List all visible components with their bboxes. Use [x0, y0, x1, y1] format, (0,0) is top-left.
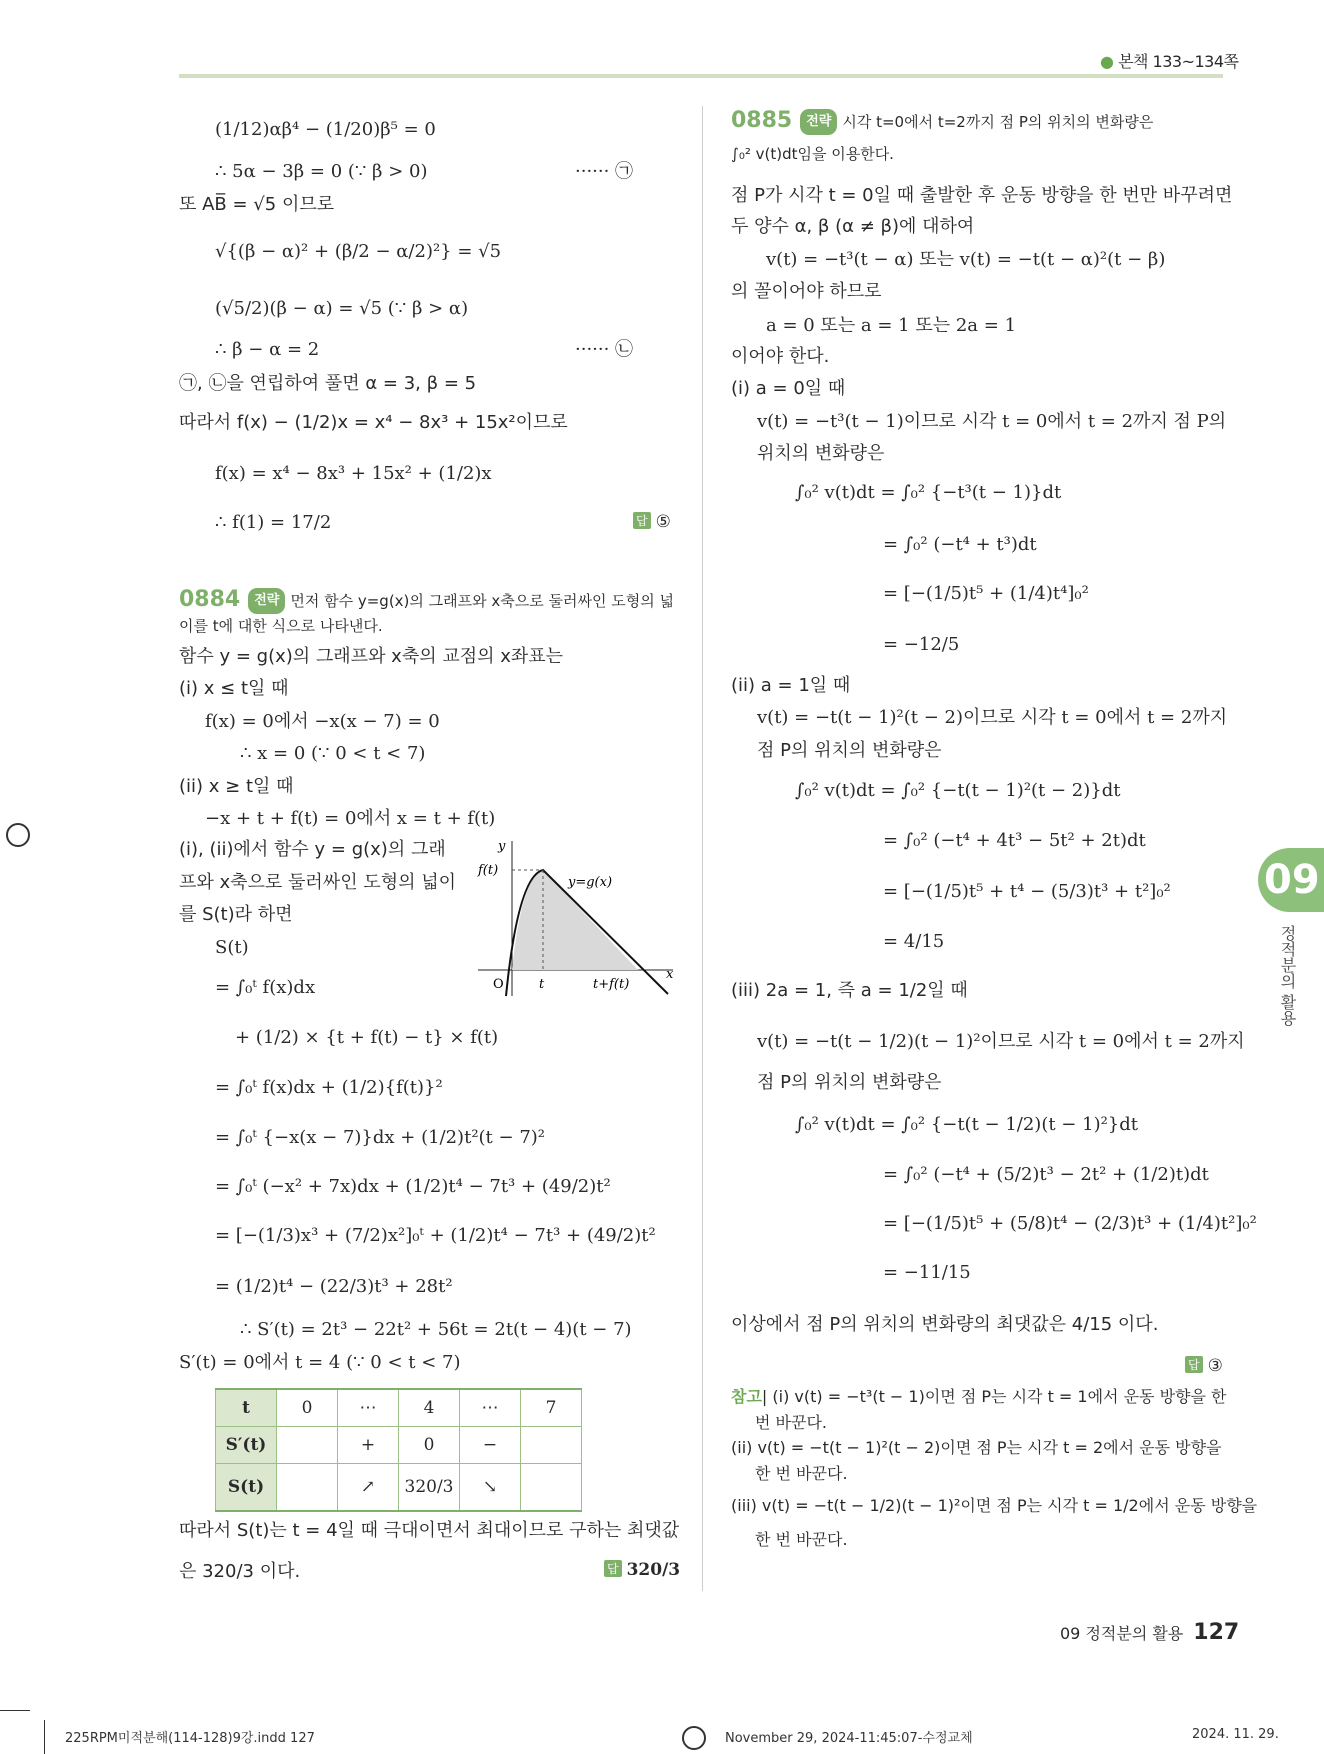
answer-value: 320/3	[626, 1560, 681, 1580]
answer-label: 답	[633, 512, 651, 529]
text-line: ㉠, ㉡을 연립하여 풀면 α = 3, β = 5	[179, 373, 477, 394]
text-line: 또 AB̅ = √5 이므로	[179, 194, 335, 215]
table-cell: 0	[277, 1389, 338, 1427]
text-line: (i), (ii)에서 함수 y = g(x)의 그래	[179, 839, 446, 860]
eq-line: = [−(1/3)x³ + (7/2)x²]₀ᵗ + (1/2)t⁴ − 7t³ + (49/2)t²	[215, 1225, 656, 1246]
table-cell: ⋯	[460, 1389, 521, 1427]
answer-0884	[604, 1560, 680, 1580]
note-text: 한 번 바꾼다.	[755, 1464, 848, 1483]
book-reference	[1100, 49, 1239, 72]
eq-line: v(t) = −t³(t − 1)이므로 시각 t = 0에서 t = 2까지 점 P의	[757, 411, 1227, 432]
answer-value: ③	[1207, 1356, 1223, 1376]
note-text: (iii) v(t) = −t(t − 1/2)(t − 1)²이면 점 P는 시각 t = 1/2에서 운동 방향을	[731, 1496, 1258, 1515]
strategy-tag: 전략	[800, 109, 837, 135]
text-line: 은 320/3 이다.	[179, 1561, 301, 1582]
table-cell: 0	[399, 1427, 460, 1464]
answer-value: ⑤	[655, 512, 671, 532]
eq-line: = −12/5	[883, 634, 960, 655]
eq-line: ∴ 5α − 3β = 0 (∵ β > 0)	[215, 161, 428, 182]
table-cell	[521, 1464, 582, 1512]
table-cell: 7	[521, 1389, 582, 1427]
slug-date: 2024. 11. 29.	[1192, 1727, 1279, 1742]
eq-line: √{(β − α)² + (β/2 − α/2)²} = √5	[215, 241, 502, 262]
problem-number: 0885	[731, 108, 793, 133]
bullet-icon: ●	[1100, 52, 1114, 71]
x-label: x	[666, 967, 674, 982]
registration-mark-icon	[682, 1726, 706, 1750]
chapter-tab: 09	[1258, 848, 1324, 912]
answer-label: 답	[604, 1560, 622, 1577]
eq-line: = −11/15	[883, 1262, 971, 1283]
eq-line: = ∫₀ᵗ {−x(x − 7)}dx + (1/2)t²(t − 7)²	[215, 1127, 546, 1148]
eq-line: f(x) = 0에서 −x(x − 7) = 0	[205, 711, 440, 732]
text-line: 위치의 변화량은	[757, 443, 885, 464]
answer-0885	[1185, 1356, 1223, 1376]
t-label: t	[539, 977, 545, 992]
problem-0884-header	[179, 588, 674, 614]
text-line: 점 P의 위치의 변화량은	[757, 1072, 942, 1093]
table-cell: 4	[399, 1389, 460, 1427]
note-label: 참고	[731, 1387, 762, 1406]
eq-line: ∫₀² v(t)dt = ∫₀² {−t(t − 1)²(t − 2)}dt	[795, 780, 1121, 801]
text-line: (iii) 2a = 1, 즉 a = 1/2일 때	[731, 980, 968, 1001]
problem-0885-header	[731, 109, 1153, 135]
text-line: 이상에서 점 P의 위치의 변화량의 최댓값은 4/15 이다.	[731, 1314, 1159, 1335]
text-line: (ii) x ≥ t일 때	[179, 776, 294, 797]
eq-line: = [−(1/5)t⁵ + t⁴ − (5/3)t³ + t²]₀²	[883, 881, 1171, 902]
eq-line: = ∫₀² (−t⁴ + (5/2)t³ − 2t² + (1/2)t)dt	[883, 1164, 1209, 1185]
eq-line: = [−(1/5)t⁵ + (5/8)t⁴ − (2/3)t³ + (1/4)t²]₀²	[883, 1213, 1257, 1234]
y-label: y	[498, 839, 506, 854]
text-line: (i) a = 0일 때	[731, 378, 846, 399]
eq-line: f(x) = x⁴ − 8x³ + 15x² + (1/2)x	[215, 463, 492, 484]
crop-mark	[0, 1710, 30, 1711]
eq-line: v(t) = −t(t − 1/2)(t − 1)²이므로 시각 t = 0에서 t = 2까지	[757, 1031, 1245, 1052]
strategy-text: 먼저 함수 y=g(x)의 그래프와 x축으로 둘러싸인 도형의 넓	[290, 592, 674, 610]
note-text: (ii) v(t) = −t(t − 1)²(t − 2)이면 점 P는 시각 t = 2에서 운동 방향을	[731, 1438, 1222, 1457]
strategy-text: 이를 t에 대한 식으로 나타낸다.	[179, 617, 383, 635]
table-cell: ↘	[460, 1464, 521, 1512]
eq-line: ∫₀² v(t)dt = ∫₀² {−t(t − 1/2)(t − 1)²}dt	[795, 1114, 1139, 1135]
page-number: 127	[1193, 1620, 1240, 1645]
curve-label: y=g(x)	[568, 875, 613, 890]
origin-label: O	[493, 977, 504, 992]
note-text: 번 바꾼다.	[755, 1413, 827, 1432]
eq-line: v(t) = −t(t − 1)²(t − 2)이므로 시각 t = 0에서 t = 2까지	[757, 707, 1228, 728]
table-row	[216, 1464, 582, 1512]
text-line: 의 꼴이어야 하므로	[731, 281, 882, 302]
text-line: (i) x ≤ t일 때	[179, 678, 289, 699]
eq-line: = [−(1/5)t⁵ + (1/4)t⁴]₀²	[883, 583, 1089, 604]
eq-line: + (1/2) × {t + f(t) − t} × f(t)	[235, 1027, 499, 1048]
text-line: 함수 y = g(x)의 그래프와 x축의 교점의 x좌표는	[179, 646, 564, 667]
registration-mark-icon	[6, 823, 30, 847]
table-cell: −	[460, 1427, 521, 1464]
eq-line: = ∫₀² (−t⁴ + 4t³ − 5t² + 2t)dt	[883, 830, 1146, 851]
table-cell: +	[338, 1427, 399, 1464]
table-row	[216, 1427, 582, 1464]
eq-line: = 4/15	[883, 931, 945, 952]
answer-label: 답	[1185, 1356, 1203, 1373]
eq-line: ∫₀² v(t)dt = ∫₀² {−t³(t − 1)}dt	[795, 482, 1062, 503]
eq-line: (1/12)αβ⁴ − (1/20)β⁵ = 0	[215, 119, 436, 140]
text-line: 이어야 한다.	[731, 346, 830, 367]
eq-line: (√5/2)(β − α) = √5 (∵ β > α)	[215, 298, 469, 319]
strategy-text: 시각 t=0에서 t=2까지 점 P의 위치의 변화량은	[842, 113, 1154, 131]
eq-line: = ∫₀ᵗ (−x² + 7x)dx + (1/2)t⁴ − 7t³ + (49/2)t²	[215, 1176, 611, 1197]
note-text: (i) v(t) = −t³(t − 1)이면 점 P는 시각 t = 1에서 운동 방향을 한	[772, 1387, 1227, 1406]
table-cell: ⋯	[338, 1389, 399, 1427]
text-line: 따라서 S(t)는 t = 4일 때 극대이면서 최대이므로 구하는 최댓값	[179, 1520, 680, 1541]
tft-label: t+f(t)	[593, 977, 630, 992]
ref-mark: ······ ㉠	[575, 161, 634, 182]
eq-line: = ∫₀ᵗ f(x)dx + (1/2){f(t)}²	[215, 1077, 443, 1098]
graph-g	[478, 836, 678, 998]
text-line: 두 양수 α, β (α ≠ β)에 대하여	[731, 216, 975, 237]
ft-label: f(t)	[478, 863, 499, 878]
eq-line: = (1/2)t⁴ − (22/3)t³ + 28t²	[215, 1276, 453, 1297]
problem-number: 0884	[179, 587, 241, 612]
note-line: 참고| (i) v(t) = −t³(t − 1)이면 점 P는 시각 t = 1에서 운동 방향을 한	[731, 1387, 1227, 1406]
reference-text: 본책 133~134쪽	[1118, 52, 1239, 71]
footer-chapter: 09 정적분의 활용	[1060, 1624, 1184, 1643]
answer-0883	[633, 512, 671, 532]
chapter-side-title: 정적분의 활용	[1278, 925, 1297, 1027]
column-divider	[702, 106, 703, 1591]
table-cell	[521, 1427, 582, 1464]
text-line: 프와 x축으로 둘러싸인 도형의 넓이	[179, 872, 456, 893]
text-line: 따라서 f(x) − (1/2)x = x⁴ − 8x³ + 15x²이므로	[179, 412, 568, 433]
strategy-tag: 전략	[248, 588, 285, 614]
eq-line: S′(t) = 0에서 t = 4 (∵ 0 < t < 7)	[179, 1352, 461, 1373]
slug-file: 225RPM미적분해(114-128)9강.indd 127	[65, 1731, 315, 1746]
text-line: (ii) a = 1일 때	[731, 675, 851, 696]
table-row	[216, 1389, 582, 1427]
strategy-text: ∫₀² v(t)dt임을 이용한다.	[731, 145, 894, 163]
text-line: 점 P의 위치의 변화량은	[757, 740, 942, 761]
eq-line: ∴ f(1) = 17/2	[215, 512, 332, 533]
eq-line: S(t)	[215, 937, 249, 958]
eq-line: ∴ S′(t) = 2t³ − 22t² + 56t = 2t(t − 4)(t − 7)	[240, 1319, 632, 1340]
page-footer	[1060, 1620, 1239, 1645]
table-cell	[277, 1464, 338, 1512]
table-header: t	[216, 1389, 277, 1427]
note-text: 한 번 바꾼다.	[755, 1530, 848, 1549]
eq-line: = ∫₀² (−t⁴ + t³)dt	[883, 534, 1037, 555]
eq-line: = ∫₀ᵗ f(x)dx	[215, 977, 316, 998]
eq-line: ∴ x = 0 (∵ 0 < t < 7)	[240, 743, 426, 764]
table-cell: ↗	[338, 1464, 399, 1512]
text-line: 를 S(t)라 하면	[179, 904, 293, 925]
table-header: S′(t)	[216, 1427, 277, 1464]
header-rule	[179, 74, 1223, 78]
increase-decrease-table	[215, 1388, 582, 1512]
eq-line: −x + t + f(t) = 0에서 x = t + f(t)	[205, 808, 496, 829]
eq-line: a = 0 또는 a = 1 또는 2a = 1	[766, 315, 1017, 336]
eq-line: ∴ β − α = 2	[215, 339, 320, 360]
crop-mark	[44, 1720, 45, 1754]
table-header: S(t)	[216, 1464, 277, 1512]
eq-line: v(t) = −t³(t − α) 또는 v(t) = −t(t − α)²(t − β)	[766, 249, 1166, 270]
table-cell: 320/3	[399, 1464, 460, 1512]
table-cell	[277, 1427, 338, 1464]
text-line: 점 P가 시각 t = 0일 때 출발한 후 운동 방향을 한 번만 바꾸려면	[731, 185, 1233, 206]
slug-time: November 29, 2024-11:45:07-수정교체	[725, 1731, 973, 1746]
ref-mark: ······ ㉡	[575, 339, 634, 360]
